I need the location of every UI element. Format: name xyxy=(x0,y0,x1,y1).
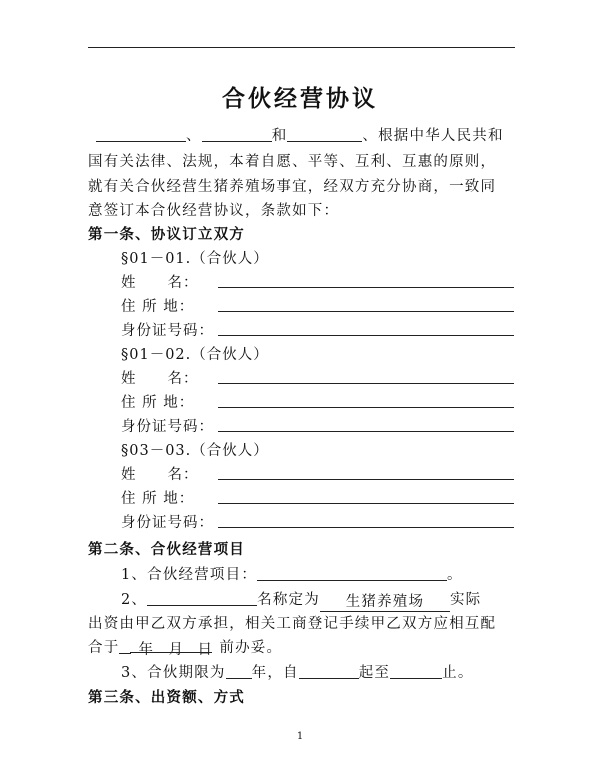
article-2-item-2-line-3 xyxy=(88,636,282,659)
page-number: 1 xyxy=(296,731,304,742)
partner-3-address-label: 住 所 地： xyxy=(121,491,195,507)
party-a-blank[interactable] xyxy=(96,126,186,142)
day-label: 日 xyxy=(197,642,214,658)
intro-sep-2: 、根据中华人民共和 xyxy=(362,128,504,144)
item-3-years-unit: 年，自 xyxy=(251,665,299,681)
partner-2-section: §01－02.（合伙人） xyxy=(121,347,269,363)
article-2-item-2 xyxy=(121,588,481,612)
item-1-suffix: 。 xyxy=(447,567,463,583)
item-2-mid: 名称定为 xyxy=(257,592,320,608)
farm-name-field[interactable]: 生猪养殖场 xyxy=(320,590,450,612)
intro-line-1 xyxy=(96,124,504,145)
partner-3-section: §03－03.（合伙人） xyxy=(121,443,269,459)
item-2-prefix: 2、 xyxy=(121,592,148,608)
article-1-heading: 第一条、协议订立双方 xyxy=(88,226,245,243)
partner-2-id-field[interactable] xyxy=(218,431,514,432)
partner-2-name-field[interactable] xyxy=(218,383,514,384)
farm-owner-blank[interactable] xyxy=(147,590,257,606)
header-rule xyxy=(88,47,515,48)
item-3-prefix: 3、合伙期限为 xyxy=(121,665,226,681)
partner-3-name-label: 姓 名： xyxy=(121,467,199,483)
intro-line-2: 国有关法律、法规，本着自愿、平等、互利、互惠的原则， xyxy=(88,154,497,170)
partner-1-address-label: 住 所 地： xyxy=(121,299,195,315)
partner-1-address-field[interactable] xyxy=(218,311,514,312)
intro-line-4: 意签订本合伙经营协议，条款如下： xyxy=(88,203,340,219)
month-label: 月 xyxy=(168,642,185,658)
item-2-line3-prefix: 合于 xyxy=(88,640,120,656)
page-title: 合伙经营协议 xyxy=(222,85,378,112)
item-3-end: 止。 xyxy=(442,665,474,681)
partner-3-name-field[interactable] xyxy=(218,479,514,480)
start-date-blank[interactable] xyxy=(299,663,359,679)
partner-3-id-field[interactable] xyxy=(218,527,514,528)
article-2-item-1 xyxy=(121,563,463,584)
partner-1-name-field[interactable] xyxy=(218,287,514,288)
partner-2-name-label: 姓 名： xyxy=(121,371,199,387)
term-years-blank[interactable] xyxy=(226,663,252,679)
project-blank[interactable] xyxy=(257,565,447,581)
date-underline[interactable] xyxy=(130,652,212,653)
year-label: 年 xyxy=(138,642,155,658)
partner-2-id-label: 身份证号码： xyxy=(121,419,214,435)
item-3-from: 起至 xyxy=(358,665,391,681)
party-b-blank[interactable] xyxy=(202,126,272,142)
article-2-item-2-line-2: 出资由甲乙双方承担，相关工商登记手续甲乙双方应相互配 xyxy=(88,616,497,632)
partner-1-section: §01－01.（合伙人） xyxy=(121,251,269,267)
party-c-blank[interactable] xyxy=(287,126,362,142)
end-date-blank[interactable] xyxy=(390,663,442,679)
partner-3-address-field[interactable] xyxy=(218,503,514,504)
intro-line-3: 就有关合伙经营生猪养殖场事宜，经双方充分协商，一致同 xyxy=(88,179,497,195)
article-2-heading: 第二条、合伙经营项目 xyxy=(88,541,245,558)
intro-and: 和 xyxy=(271,128,288,144)
partner-1-name-label: 姓 名： xyxy=(121,275,199,291)
partner-3-id-label: 身份证号码： xyxy=(121,515,214,531)
partner-1-id-label: 身份证号码： xyxy=(121,323,214,339)
partner-2-address-label: 住 所 地： xyxy=(121,395,195,411)
item-2-line3-suffix: 前办妥。 xyxy=(219,640,283,656)
item-1-prefix: 1、合伙经营项目： xyxy=(121,567,258,583)
intro-sep-1: 、 xyxy=(186,128,202,144)
item-2-suffix: 实际 xyxy=(449,592,482,608)
article-3-heading: 第三条、出资额、方式 xyxy=(88,689,245,706)
article-2-item-3 xyxy=(121,661,474,682)
partner-2-address-field[interactable] xyxy=(218,407,514,408)
partner-1-id-field[interactable] xyxy=(218,335,514,336)
